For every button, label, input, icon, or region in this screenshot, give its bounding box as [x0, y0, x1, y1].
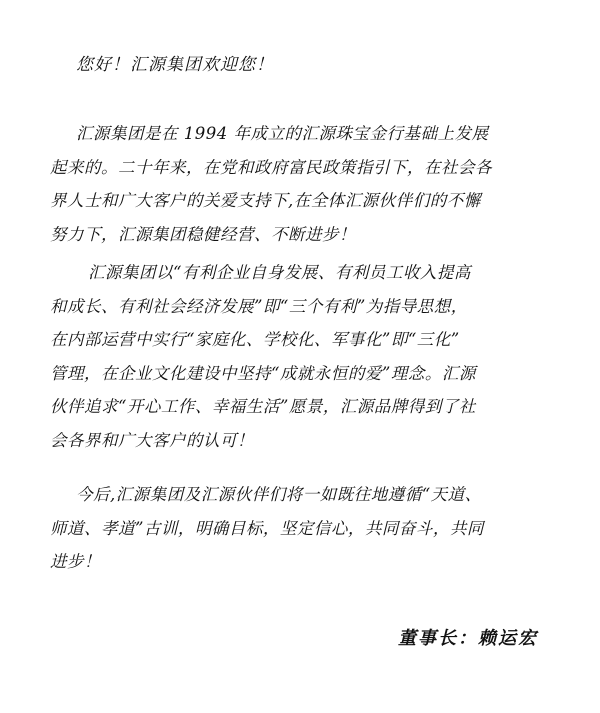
paragraph-line: 汇源集团是在 1994 年成立的汇源珠宝金行基础上发展: [76, 124, 489, 143]
greeting-line: 您好！汇源集团欢迎您！: [76, 55, 274, 75]
paragraph-line: 进步！: [50, 552, 101, 571]
paragraph-line: 今后,汇源集团及汇源伙伴们将一如既往地遵循“天道、: [76, 485, 482, 504]
paragraph-line: 努力下，汇源集团稳健经营、不断进步！: [50, 224, 356, 244]
paragraph-line: 管理，在企业文化建设中坚持“成就永恒的爱”理念。汇源: [50, 363, 476, 383]
paragraph-philosophy: [50, 256, 560, 457]
signature-chairman: 董事长：赖运宏: [398, 628, 538, 649]
paragraph-future: [50, 478, 560, 579]
paragraph-line: 和成长、有利社会经济发展”即“三个有利”为指导思想，: [50, 296, 468, 316]
paragraph-history: [50, 117, 560, 251]
paragraph-line: 在内部运营中实行“家庭化、学校化、军事化”即“三化”: [50, 330, 460, 349]
paragraph-line: 会各界和广大客户的认可！: [50, 430, 254, 450]
paragraph-line: 师道、孝道”古训，明确目标，坚定信心，共同奋斗，共同: [50, 518, 484, 538]
paragraph-line: 界人士和广大客户的关爱支持下,在全体汇源伙伴们的不懈: [50, 191, 481, 210]
paragraph-line: 起来的。二十年来，在党和政府富民政策指引下，在社会各: [50, 157, 492, 177]
paragraph-line: 汇源集团以“有利企业自身发展、有利员工收入提高: [88, 263, 471, 282]
paragraph-line: 伙伴追求“开心工作、幸福生活”愿景，汇源品牌得到了社: [50, 397, 476, 416]
